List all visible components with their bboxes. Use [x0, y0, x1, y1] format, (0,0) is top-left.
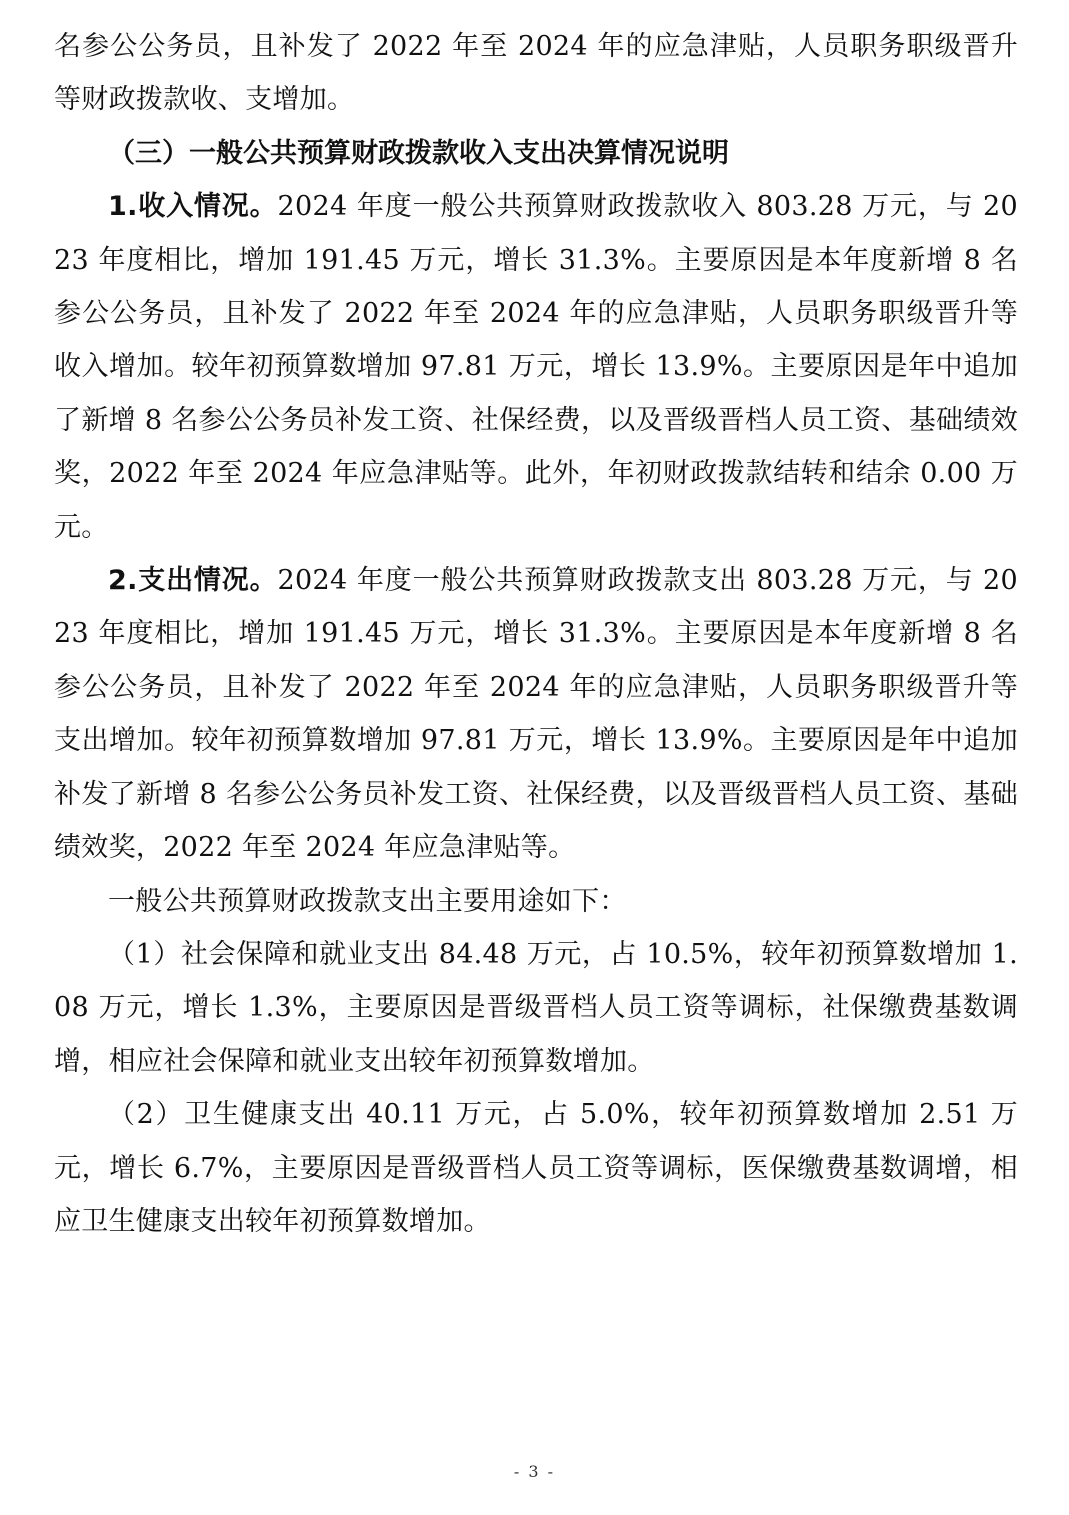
paragraph-continuation: 名参公公务员，且补发了 2022 年至 2024 年的应急津贴，人员职务职级晋升等财政拨款收、支增加。 [54, 31, 1018, 116]
paragraph-health: （2）卫生健康支出 40.11 万元，占 5.0%，较年初预算数增加 2.51 万元，增长 6.7%，主要原因是晋级晋档人员工资等调标，医保缴费基数调增，相应卫生健康支出较年初预算数增加。 [54, 1099, 1018, 1237]
page-number: - 3 - [513, 1462, 556, 1481]
paragraph-uses-intro: 一般公共预算财政拨款支出主要用途如下： [108, 885, 627, 917]
paragraph-income-body: 2024 年度一般公共预算财政拨款收入 803.28 万元，与 2023 年度相比，增加 191.45 万元，增长 31.3%。主要原因是本年度新增 8 名参公公务员，且补发了 2022 年至 2024 年的应急津贴，人员职务职级晋升等收入增加。较年初预算数增加 97.81 万元，增长 13.9%。主要原因是年中追加了新增 8 名参公公务员补发工资、社保经费，以及晋级晋档人员工资、基础绩效奖，2022 年至 2024 年应急津贴等。此外，年初财政拨款结转和结余 0.00 万元。 [54, 191, 1018, 543]
paragraph-social-security: （1）社会保障和就业支出 84.48 万元，占 10.5%，较年初预算数增加 1.08 万元，增长 1.3%，主要原因是晋级晋档人员工资等调标，社保缴费基数调增，相应社会保障和就业支出较年初预算数增加。 [54, 938, 1018, 1077]
paragraph-income-lead: 1.收入情况。 [108, 191, 278, 223]
paragraph-expenditure-lead: 2.支出情况。 [108, 565, 278, 597]
document-body [54, 20, 1018, 1248]
paragraph-expenditure [54, 554, 1018, 874]
paragraph-income [54, 180, 1018, 554]
paragraph-expenditure-body: 2024 年度一般公共预算财政拨款支出 803.28 万元，与 2023 年度相比，增加 191.45 万元，增长 31.3%。主要原因是本年度新增 8 名参公公务员，且补发了 2022 年至 2024 年的应急津贴，人员职务职级晋升等支出增加。较年初预算数增加 97.81 万元，增长 13.9%。主要原因是年中追加补发了新增 8 名参公公务员补发工资、社保经费，以及晋级晋档人员工资、基础绩效奖，2022 年至 2024 年应急津贴等。 [54, 565, 1018, 864]
section-heading: （三）一般公共预算财政拨款收入支出决算情况说明 [108, 137, 729, 169]
